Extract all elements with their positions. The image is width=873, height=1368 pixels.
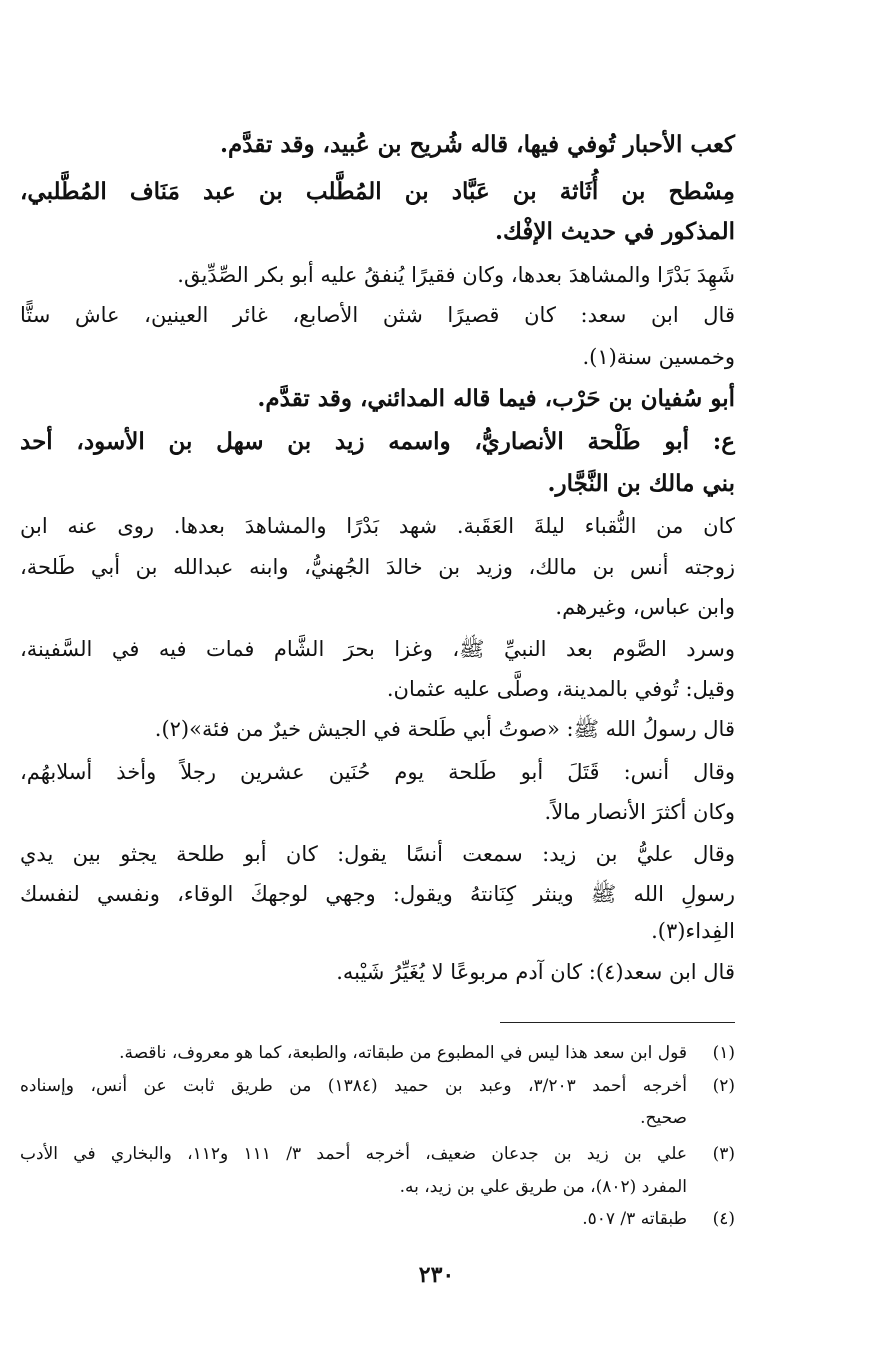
footnote-number: (١) — [712, 1043, 735, 1063]
entry-heading-abu-sufyan: أبو سُفيان بن حَرْب، فيما قاله المدائني، وقد تقدَّم. — [257, 385, 735, 412]
text-line: قال ابن سعد(٤): كان آدم مربوعًا لا يُغَيِّرُ شَيْبه. — [336, 960, 735, 984]
text-line: كان من النُّقباء ليلةَ العَقَبة. شهد بَدْرًا والمشاهدَ بعدها. روى عنه ابن — [20, 514, 735, 538]
footnote-text: المفرد (٨٠٢)، من طريق علي بن زيد، به. — [399, 1177, 687, 1197]
text-line: بني مالك بن النَّجَّار. — [547, 470, 735, 497]
page-number: ٢٣٠ — [418, 1262, 455, 1288]
text-line: زوجته أنس بن مالك، وزيد بن خالدَ الجُهنيُّ، وابنه عبدالله بن أبي طَلحة، — [20, 555, 735, 579]
footnote-text: علي بن زيد بن جدعان ضعيف، أخرجه أحمد ٣/ ١١١ و١١٢، والبخاري في الأدب — [20, 1144, 687, 1164]
footnote-separator — [500, 1022, 735, 1023]
text-line: وقيل: تُوفي بالمدينة، وصلَّى عليه عثمان. — [386, 677, 735, 701]
text-line: وخمسين سنة(١). — [582, 345, 735, 369]
text-line: المذكور في حديث الإفْك. — [494, 218, 735, 245]
text-line: قال رسولُ الله ﷺ: «صوتُ أبي طَلحة في الجيش خيرٌ من فئة»(٢). — [154, 717, 735, 741]
text-line: وسرد الصَّوم بعد النبيِّ ﷺ، وغزا بحرَ الشَّام فمات فيه في السَّفينة، — [20, 637, 735, 661]
text-line: وابن عباس، وغيرهم. — [555, 595, 735, 619]
text-line: الفِداء(٣). — [651, 919, 735, 943]
footnote-text: أخرجه أحمد ٣/٢٠٣، وعبد بن حميد (١٣٨٤) من طريق ثابت عن أنس، وإسناده — [20, 1076, 688, 1096]
entry-heading-mistah: مِسْطح بن أُثَاثة بن عَبَّاد بن المُطَّلب بن عبد مَنَاف المُطَّلبي، — [20, 178, 735, 205]
text-line: وقال عليُّ بن زيد: سمعت أنسًا يقول: كان أبو طلحة يجثو بين يدي — [20, 842, 735, 866]
footnote-number: (٢) — [712, 1076, 735, 1096]
entry-heading-abu-talha: ع: أبو طَلْحة الأنصاريُّ، واسمه زيد بن سهل بن الأسود، أحد — [20, 428, 735, 455]
footnote-number: (٣) — [712, 1144, 735, 1164]
text-line: شَهِدَ بَدْرًا والمشاهدَ بعدها، وكان فقيرًا يُنفقُ عليه أبو بكر الصِّدِّيق. — [177, 263, 735, 287]
text-line: وكان أكثرَ الأنصار مالاً. — [544, 800, 735, 824]
footnote-number: (٤) — [712, 1209, 735, 1229]
text-line: رسولِ الله ﷺ وينثر كِنَانتهُ ويقول: وجهي لوجهكَ الوقاء، ونفسي لنفسك — [20, 882, 735, 906]
text-line: قال ابن سعد: كان قصيرًا شثن الأصابع، غائر العينين، عاش ستًّا — [20, 303, 735, 327]
text-line: وقال أنس: قَتَلَ أبو طَلحة يوم حُنَين عشرين رجلاً وأخذ أسلابهُم، — [20, 760, 735, 784]
footnote-text: قول ابن سعد هذا ليس في المطبوع من طبقاته، والطبعة، كما هو معروف، ناقصة. — [119, 1043, 687, 1063]
footnote-text: طبقاته ٣/ ٥٠٧. — [582, 1209, 687, 1229]
footnote-text: صحيح. — [640, 1108, 687, 1128]
text-line: كعب الأحبار تُوفي فيها، قاله شُريح بن عُبيد، وقد تقدَّم. — [220, 131, 735, 158]
